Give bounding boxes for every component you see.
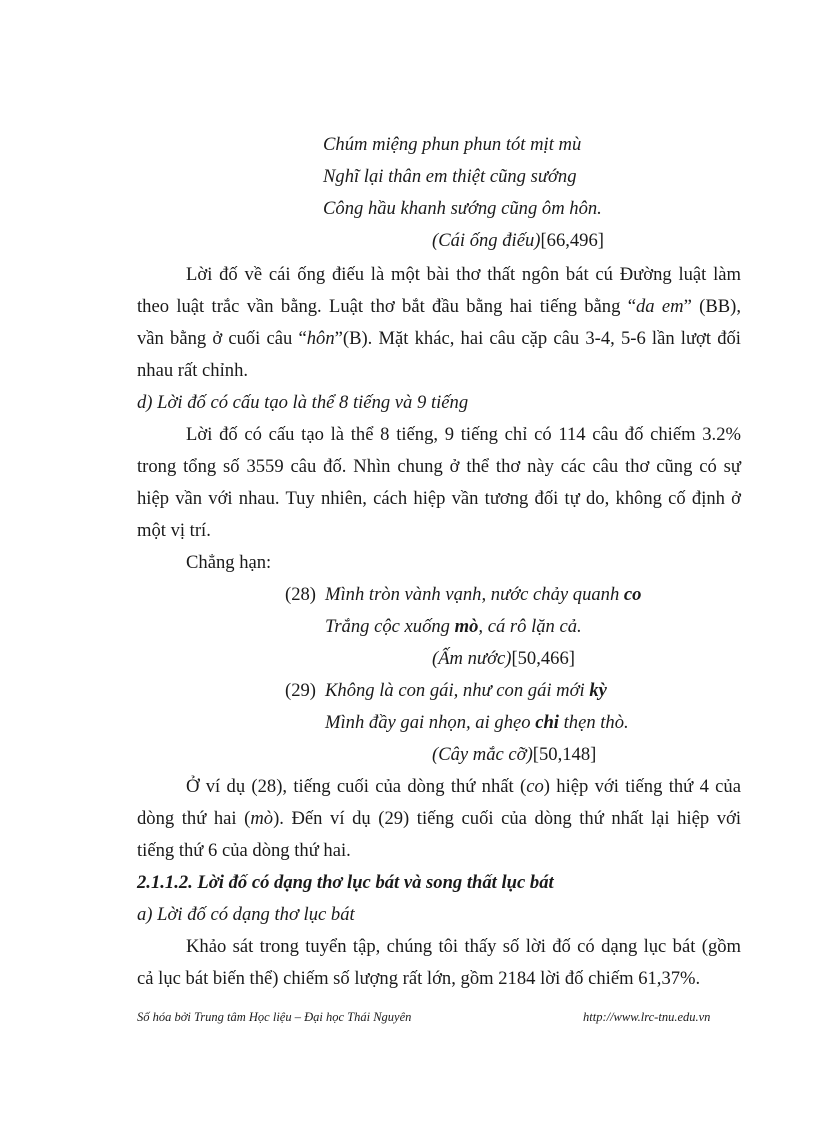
rhyme-word: co — [623, 584, 642, 605]
text: ) hiệp với tiếng thứ 4 của — [543, 776, 741, 797]
text: vần bằng ở cuối câu “ — [137, 328, 307, 349]
text-italic: hôn — [306, 328, 335, 349]
ex29-line-1 — [325, 680, 607, 702]
para3-line-3: tiếng thứ 6 của dòng thứ hai. — [137, 840, 351, 861]
text: thẹn thò. — [558, 712, 629, 733]
section-heading: 2.1.1.2. Lời đố có dạng thơ lục bát và song thất lục bát — [137, 872, 554, 893]
footer-url[interactable]: http://www.lrc-tnu.edu.vn — [583, 1010, 711, 1024]
ex28-line-1 — [325, 584, 641, 606]
ex29-ref: [50,148] — [532, 744, 597, 765]
ex28-line-2 — [325, 616, 582, 638]
rhyme-word: chi — [535, 712, 559, 733]
para3-line-2 — [137, 808, 741, 830]
text-italic: da em — [635, 296, 684, 317]
para2-line-4: một vị trí. — [137, 520, 211, 541]
rhyme-word: kỳ — [589, 680, 607, 701]
ex28-number: (28) — [285, 584, 316, 605]
poem-citation — [432, 230, 604, 252]
text: Mình tròn vành vạnh, nước chảy quanh — [325, 584, 624, 605]
text: Mình đầy gai nhọn, ai ghẹo — [325, 712, 536, 733]
poem-line-1: Chúm miệng phun phun tót mịt mù — [323, 134, 582, 155]
rhyme-word: mò — [454, 616, 479, 637]
ex29-citation — [432, 744, 596, 766]
text-italic: mò — [250, 808, 274, 829]
ex29-line-2 — [325, 712, 629, 734]
text: Ở ví dụ (28), tiếng cuối của dòng thứ nhất ( — [186, 776, 527, 797]
heading-d: d) Lời đố có cấu tạo là thể 8 tiếng và 9 tiếng — [137, 392, 469, 413]
poem-line-2: Nghĩ lại thân em thiệt cũng sướng — [323, 166, 577, 187]
footer-source: Số hóa bởi Trung tâm Học liệu – Đại học Thái Nguyên — [137, 1010, 412, 1024]
ex29-answer: (Cây mắc cỡ) — [432, 744, 533, 765]
text: ). Đến ví dụ (29) tiếng cuối của dòng thứ nhất lại hiệp với — [273, 808, 741, 829]
para1-line-1: Lời đố về cái ống điếu là một bài thơ thất ngôn bát cú Đường luật làm — [186, 264, 741, 285]
para1-line-3 — [137, 328, 741, 350]
para1-line-2 — [137, 296, 741, 318]
para4-line-2: cả lục bát biến thể) chiếm số lượng rất lớn, gồm 2184 lời đố chiếm 61,37%. — [137, 968, 701, 989]
text: , cá rô lặn cả. — [478, 616, 582, 637]
ex29-number: (29) — [285, 680, 316, 701]
text: dòng thứ hai ( — [137, 808, 251, 829]
para2-line-2: trong tổng số 3559 câu đố. Nhìn chung ở thể thơ này các câu thơ cũng có sự — [137, 456, 741, 477]
para3-line-1 — [186, 776, 741, 798]
ex28-citation — [432, 648, 575, 670]
text: ” (BB), — [683, 296, 741, 317]
text: Không là con gái, như con gái mới — [325, 680, 590, 701]
poem-line-3: Công hầu khanh sướng cũng ôm hôn. — [323, 198, 602, 219]
text: theo luật trắc vần bằng. Luật thơ bắt đầu bằng hai tiếng bằng “ — [137, 296, 636, 317]
para4-line-1: Khảo sát trong tuyển tập, chúng tôi thấy số lời đố có dạng lục bát (gồm — [186, 936, 741, 957]
poem-ref: [66,496] — [540, 230, 604, 251]
chang-han-label: Chẳng hạn: — [186, 552, 272, 573]
text: Trắng cộc xuống — [325, 616, 455, 637]
ex28-ref: [50,466] — [511, 648, 575, 669]
heading-a: a) Lời đố có dạng thơ lục bát — [137, 904, 355, 925]
para1-line-4: nhau rất chỉnh. — [137, 360, 249, 381]
para2-line-3: hiệp vần với nhau. Tuy nhiên, cách hiệp vần tương đối tự do, không cố định ở — [137, 488, 741, 509]
text: ”(B). Mặt khác, hai câu cặp câu 3-4, 5-6 lần lượt đối — [334, 328, 741, 349]
ex28-answer: (Ấm nước) — [432, 648, 512, 669]
text-italic: co — [526, 776, 544, 797]
para2-line-1: Lời đố có cấu tạo là thể 8 tiếng, 9 tiếng chỉ có 114 câu đố chiếm 3.2% — [186, 424, 741, 445]
poem-answer: (Cái ống điếu) — [432, 230, 541, 251]
